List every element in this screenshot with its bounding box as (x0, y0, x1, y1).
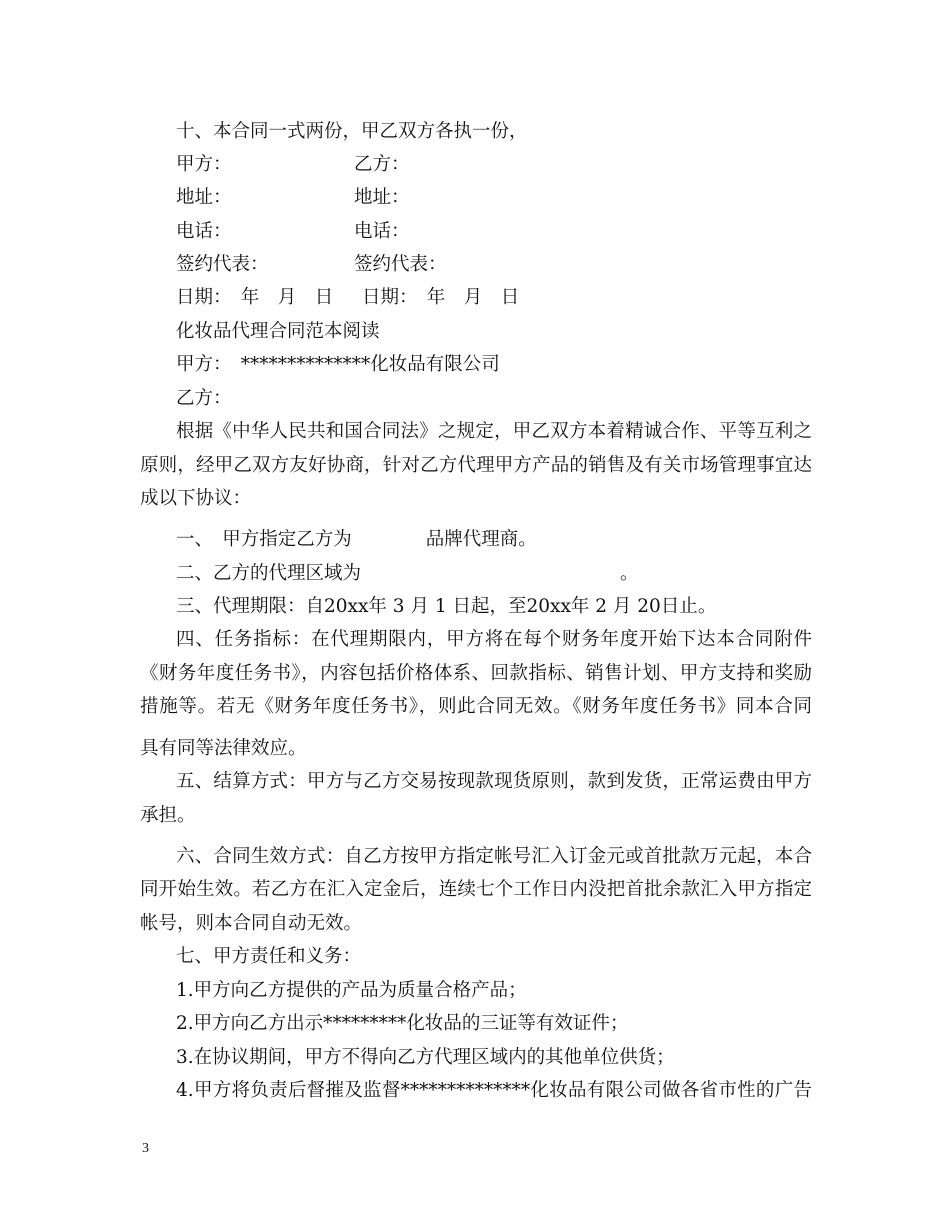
item-five-line-2: 承担。 (140, 805, 196, 826)
representative-b-label: 签约代表： (354, 254, 447, 275)
item-seven-sub-3: 3.在协议期间，甲方不得向乙方代理区域内的其他单位供货； (176, 1047, 675, 1068)
item-five-line-1: 五、结算方式：甲方与乙方交易按现款现货原则，款到发货，正常运费由甲方 (176, 771, 812, 792)
contract-title: 化妆品代理合同范本阅读 (176, 321, 380, 342)
item-seven: 七、甲方责任和义务： (176, 946, 362, 967)
date-a-label: 日期： 年 月 日 (176, 287, 334, 308)
page-number: 3 (142, 1141, 149, 1156)
item-seven-sub-1: 1.甲方向乙方提供的产品为质量合格产品； (176, 980, 527, 1001)
intro-line-3: 成以下协议： (140, 488, 252, 509)
party-b-full: 乙方： (176, 388, 232, 409)
item-one: 一、 甲方指定乙方为 品牌代理商。 (176, 529, 537, 550)
item-four-line-2: 《财务年度任务书》，内容包括价格体系、回款指标、销售计划、甲方支持和奖励 (140, 663, 812, 684)
item-four-line-4: 具有同等法律效应。 (140, 738, 307, 759)
item-six-line-3: 帐号，则本合同自动无效。 (140, 913, 363, 934)
item-seven-sub-4: 4.甲方将负责后督摧及监督**************化妆品有限公司做各省市性的广告 (176, 1080, 812, 1101)
clause-ten: 十、本合同一式两份，甲乙双方各执一份， (176, 121, 528, 142)
address-b-label: 地址： (354, 187, 410, 208)
intro-line-2: 原则，经甲乙双方友好协商，针对乙方代理甲方产品的销售及有关市场管理事宜达 (140, 455, 812, 476)
item-four-line-3: 措施等。若无《财务年度任务书》，则此合同无效。《财务年度任务书》同本合同 (140, 696, 812, 717)
party-a-label: 甲方： (176, 154, 232, 175)
representative-a-label: 签约代表： (176, 254, 269, 275)
item-six-line-1: 六、合同生效方式：自乙方按甲方指定帐号汇入订金元或首批款万元起，本合 (176, 846, 812, 867)
phone-b-label: 电话： (354, 221, 410, 242)
party-b-label: 乙方： (354, 154, 410, 175)
address-a-label: 地址： (176, 187, 232, 208)
item-two: 二、乙方的代理区域为 。 (176, 563, 639, 584)
party-a-full: 甲方： **************化妆品有限公司 (176, 354, 500, 375)
phone-a-label: 电话： (176, 221, 232, 242)
item-seven-sub-2: 2.甲方向乙方出示*********化妆品的三证等有效证件； (176, 1013, 629, 1034)
intro-line-1: 根据《中华人民共和国合同法》之规定，甲乙双方本着精诚合作、平等互利之 (176, 421, 812, 442)
item-three: 三、代理期限：自20xx年 3 月 1 日起，至20xx年 2 月 20日止。 (176, 596, 717, 617)
item-four-line-1: 四、任务指标：在代理期限内，甲方将在每个财务年度开始下达本合同附件 (176, 629, 812, 650)
item-six-line-2: 同开始生效。若乙方在汇入定金后，连续七个工作日内没把首批余款汇入甲方指定 (140, 879, 812, 900)
date-b-label: 日期： 年 月 日 (362, 287, 520, 308)
